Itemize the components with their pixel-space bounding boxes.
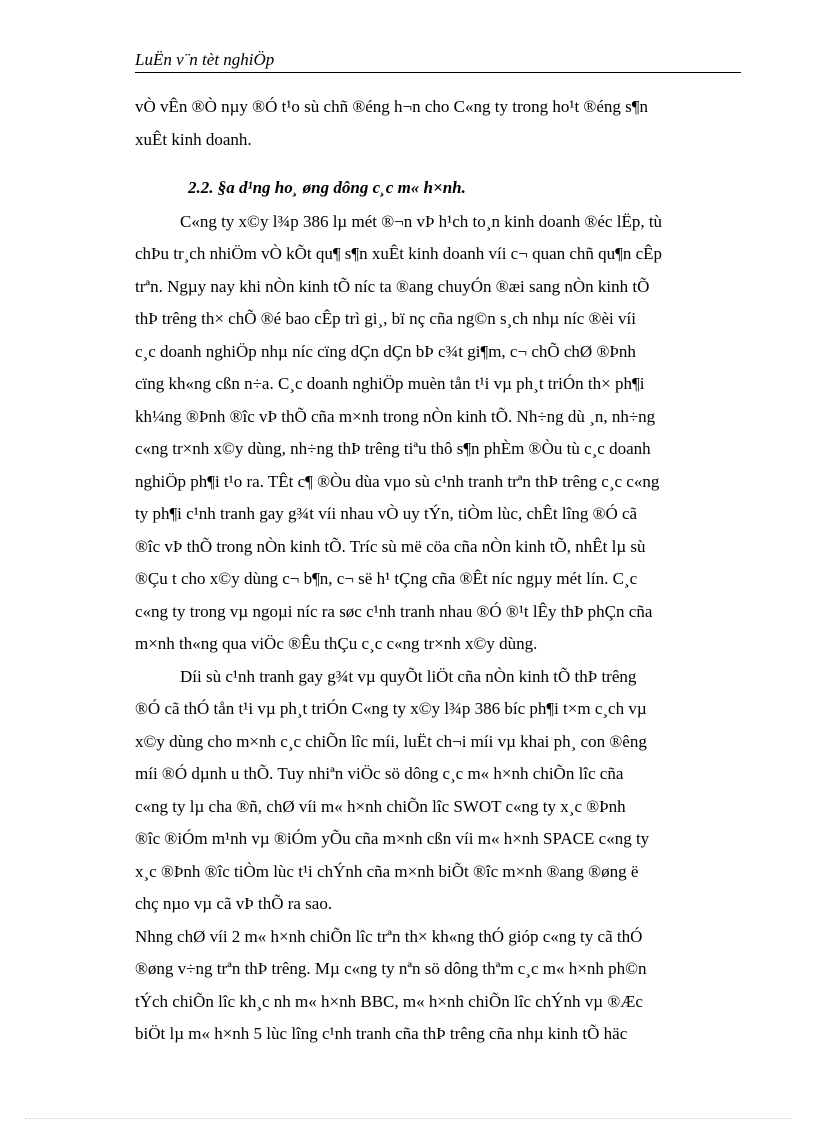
text-line: ®Ó cã thÓ tån t¹i vµ ph¸t triÓn C«ng ty x©y l¾p 386 bíc ph¶i t×m c¸ch vµ [135, 699, 647, 718]
text-line: nghiÖp ph¶i t¹o ra. TÊt c¶ ®Òu dùa vµo sù c¹nh tranh trªn thÞ trêng c¸c c«ng [135, 472, 660, 491]
text-line: thÞ trêng th× chÕ ®é bao cÊp trì gi¸, bï nç cña ng©n s¸ch nhµ níc ®èi víi [135, 309, 636, 328]
text-line: Nhng chØ víi 2 m« h×nh chiÕn lîc trªn th× kh«ng thÓ gióp c«ng ty cã thÓ [135, 927, 643, 946]
text-line: tÝch chiÕn lîc kh¸c nh m« h×nh BBC, m« h×nh chiÕn lîc chÝnh vµ ®Æc [135, 992, 643, 1011]
text-line: chÞu tr¸ch nhiÖm vÒ kÕt qu¶ s¶n xuÊt kinh doanh víi c¬ quan chñ qu¶n cÊp [135, 244, 663, 263]
text-line: m×nh th«ng qua viÖc ®Êu thÇu c¸c c«ng tr×nh x©y dùng. [135, 634, 538, 653]
text-line: ®Çu t cho x©y dùng c¬ b¶n, c¬ së h¹ tÇng cña ®Êt níc ngµy mét lín. C¸c [135, 569, 638, 588]
text-line: ®îc ®iÓm m¹nh vµ ®iÓm yÕu cña m×nh cßn víi m« h×nh SPACE c«ng ty [135, 829, 650, 848]
text-line: trªn. Ngµy nay khi nÒn kinh tÕ níc ta ®ang chuyÓn ®æi sang nÒn kinh tÕ [135, 277, 650, 296]
text-line: cïng kh«ng cßn n÷a. C¸c doanh nghiÖp muèn tån t¹i vµ ph¸t triÓn th× ph¶i [135, 374, 645, 393]
text-line: C«ng ty x©y l¾p 386 lµ mét ®¬n vÞ h¹ch to¸n kinh doanh ®éc lËp, tù [180, 212, 663, 231]
text-line: c¸c doanh nghiÖp nhµ níc cïng dÇn dÇn bÞ c¾t gi¶m, c¬ chÕ chØ ®Þnh [135, 342, 636, 361]
text-line: xuÊt kinh doanh. [135, 130, 252, 149]
text-line: c«ng ty lµ cha ®ñ, chØ víi m« h×nh chiÕn lîc SWOT c«ng ty x¸c ®Þnh [135, 797, 626, 816]
text-line: ®îc vÞ thÕ trong nÒn kinh tÕ. Tríc sù më cöa cña nÒn kinh tÕ, nhÊt lµ sù [135, 537, 646, 556]
text-line: ty ph¶i c¹nh tranh gay g¾t víi nhau vÒ uy tÝn, tiÒm lùc, chÊt lîng ®Ó cã [135, 504, 638, 523]
text-line: x¸c ®Þnh ®îc tiÒm lùc t¹i chÝnh cña m×nh biÕt ®îc m×nh ®ang ®øng ë [135, 862, 639, 881]
text-line: Díi sù c¹nh tranh gay g¾t vµ quyÕt liÖt cña nÒn kinh tÕ thÞ trêng [180, 667, 637, 686]
text-line: míi ®Ó dµnh u thÕ. Tuy nhiªn viÖc sö dông c¸c m« h×nh chiÕn lîc cña [135, 764, 624, 783]
header-title: LuËn v¨n tèt nghiÖp [135, 50, 275, 69]
text-line: c«ng tr×nh x©y dùng, nh÷ng thÞ trêng tiªu thô s¶n phÈm ®Òu tù c¸c doanh [135, 439, 651, 458]
text-line: x©y dùng cho m×nh c¸c chiÕn lîc míi, luËt ch¬i míi vµ khai ph¸ con ®êng [135, 732, 647, 751]
text-line: c«ng ty trong vµ ngoµi níc ra søc c¹nh tranh nhau ®Ó ®¹t lÊy thÞ phÇn cña [135, 602, 653, 621]
text-line: kh¼ng ®Þnh ®îc vÞ thÕ cña m×nh trong nÒn kinh tÕ. Nh÷ng dù ¸n, nh÷ng [135, 407, 656, 426]
text-line: biÖt lµ m« h×nh 5 lùc lîng c¹nh tranh cña thÞ trêng cña nhµ kinh tÕ häc [135, 1024, 628, 1043]
page-header [135, 50, 741, 73]
section-heading: 2.2. §a d¹ng ho¸ øng dông c¸c m« h×nh. [188, 178, 466, 197]
text-line: chç nµo vµ cã vÞ thÕ ra sao. [135, 894, 333, 913]
text-line: vÒ vÊn ®Ò nµy ®Ó t¹o sù chñ ®éng h¬n cho C«ng ty trong ho¹t ®éng s¶n [135, 97, 648, 116]
text-line: ®øng v÷ng trªn thÞ trêng. Mµ c«ng ty nªn sö dông thªm c¸c m« h×nh ph©n [135, 959, 647, 978]
page-bottom-divider [25, 1118, 791, 1119]
